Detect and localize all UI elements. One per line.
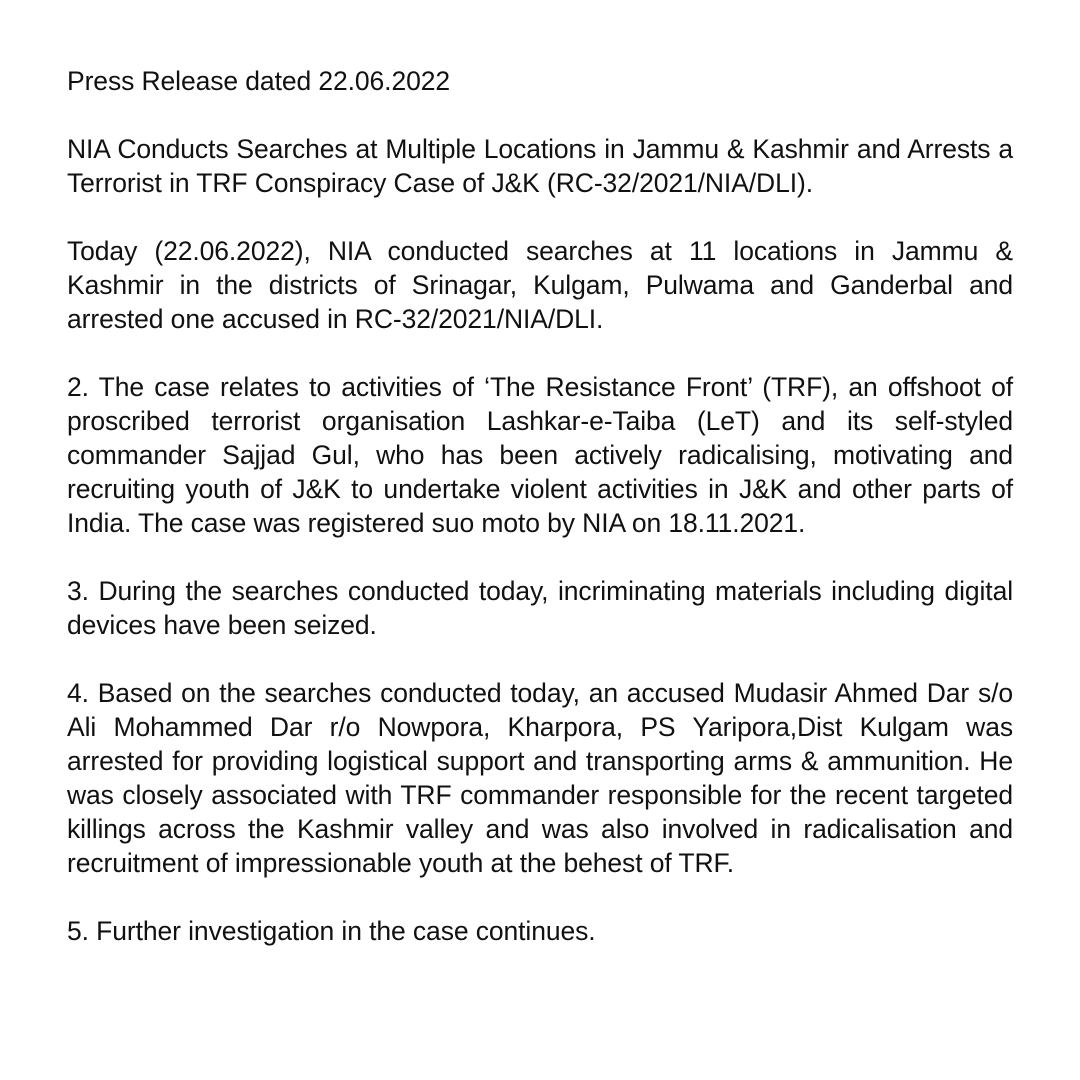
paragraph-spacer — [67, 642, 1013, 676]
paragraph-arrest: 4. Based on the searches conducted today, an accused Mudasir Ahmed Dar s/o Ali Mohammed Dar r/o Nowpora, Kharpora, PS Yaripora,Dist Kulgam was arrested for providing logistical support and transporting arms & ammunition. He was closely associated with TRF commander responsible for the recent targeted killings across the Kashmir valley and was also involved in radicalisation and recruitment of impressionable youth at the behest of TRF. — [67, 678, 1013, 878]
paragraph-seizure: 3. During the searches conducted today, incriminating materials including digital devices have been seized. — [67, 576, 1013, 640]
press-release-headline: NIA Conducts Searches at Multiple Locations in Jammu & Kashmir and Arrests a Terrorist in TRF Conspiracy Case of J&K (RC-32/2021/NIA/DLI). — [67, 134, 1013, 198]
paragraph-spacer — [67, 336, 1013, 370]
paragraph-spacer — [67, 98, 1013, 132]
paragraph-case-details: 2. The case relates to activities of ‘The Resistance Front’ (TRF), an offshoot of proscribed terrorist organisation Lashkar-e-Taiba (LeT) and its self-styled commander Sajjad Gul, who has been actively radicalising, motivating and recruiting youth of J&K to undertake violent activities in J&K and other parts of India. The case was registered suo moto by NIA on 18.11.2021. — [67, 372, 1013, 538]
paragraph-spacer — [67, 200, 1013, 234]
press-release-dateline: Press Release dated 22.06.2022 — [67, 66, 450, 96]
paragraph-investigation: 5. Further investigation in the case continues. — [67, 916, 596, 946]
paragraph-spacer — [67, 540, 1013, 574]
press-release-intro: Today (22.06.2022), NIA conducted searches at 11 locations in Jammu & Kashmir in the districts of Srinagar, Kulgam, Pulwama and Ganderbal and arrested one accused in RC-32/2021/NIA/DLI. — [67, 236, 1013, 334]
press-release-body — [67, 64, 1013, 948]
paragraph-spacer — [67, 880, 1013, 914]
